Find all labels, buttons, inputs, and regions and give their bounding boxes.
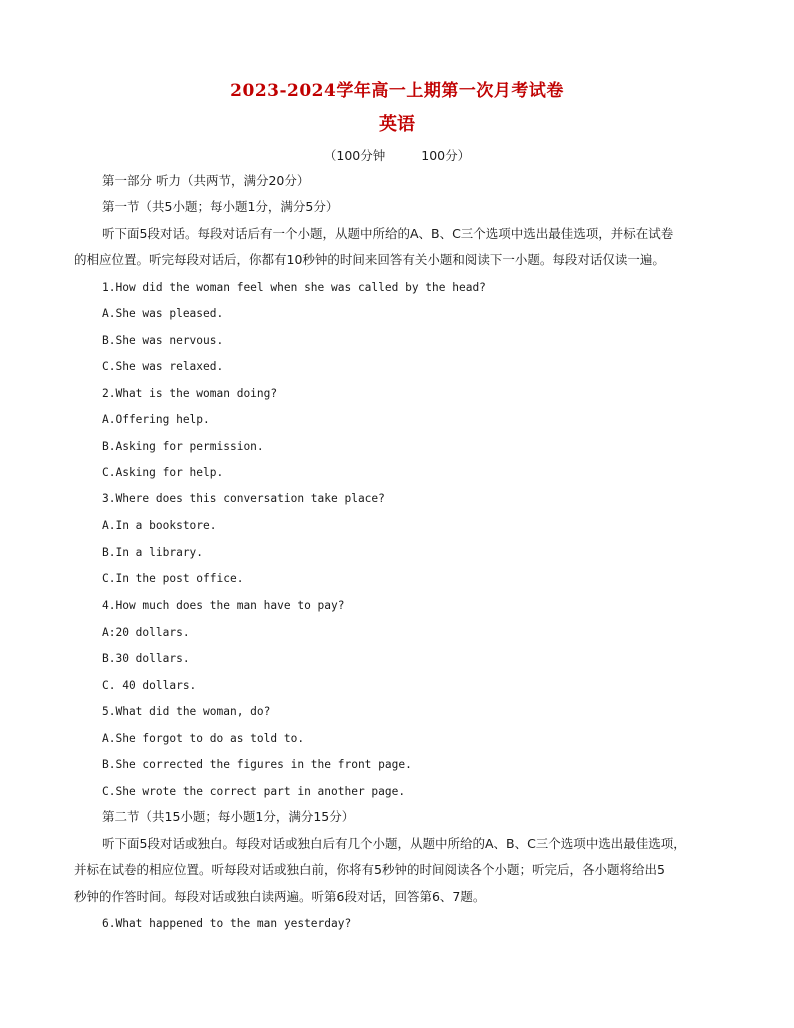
question-3: 3.Where does this conversation take place? <box>102 492 385 505</box>
section2-heading: 第二节（共15小题；每小题1分，满分15分） <box>102 809 355 824</box>
q4-option-a: A:20 dollars. <box>102 626 190 639</box>
question-4: 4.How much does the man have to pay? <box>102 599 345 612</box>
q5-option-c: C.She wrote the correct part in another page. <box>102 785 406 798</box>
question-1: 1.How did the woman feel when she was called by the head? <box>102 281 486 294</box>
q4-option-b: B.30 dollars. <box>102 652 190 665</box>
q2-option-c: C.Asking for help. <box>102 466 224 479</box>
q1-option-a: A.She was pleased. <box>102 307 224 320</box>
question-5: 5.What did the woman, do? <box>102 705 271 718</box>
section1-heading: 第一节（共5小题；每小题1分，满分5分） <box>102 199 339 214</box>
section1-instructions-2: 的相应位置。听完每段对话后，你都有10秒钟的时间来回答有关小题和阅读下一小题。每段对话仅读一遍。 <box>74 252 665 267</box>
section2-instructions-3: 秒钟的作答时间。每段对话或独白读两遍。听第6段对话，回答第6、7题。 <box>74 889 486 904</box>
exam-subject: 英语 <box>379 114 415 135</box>
q3-option-a: A.In a bookstore. <box>102 519 217 532</box>
exam-title: 2023-2024学年高一上期第一次月考试卷 <box>230 81 564 101</box>
q3-option-c: C.In the post office. <box>102 572 244 585</box>
q3-option-b: B.In a library. <box>102 546 204 559</box>
part1-heading: 第一部分 听力（共两节，满分20分） <box>102 173 310 188</box>
q5-option-a: A.She forgot to do as told to. <box>102 732 305 745</box>
exam-duration: （100分钟 <box>323 148 386 163</box>
q2-option-a: A.Offering help. <box>102 413 210 426</box>
q1-option-c: C.She was relaxed. <box>102 360 224 373</box>
question-6: 6.What happened to the man yesterday? <box>102 917 352 930</box>
q5-option-b: B.She corrected the figures in the front page. <box>102 758 412 771</box>
exam-total-score: 100分） <box>421 148 471 163</box>
q4-option-c: C. 40 dollars. <box>102 679 197 692</box>
exam-time-score <box>0 146 794 164</box>
q2-option-b: B.Asking for permission. <box>102 440 264 453</box>
section2-instructions-2: 并标在试卷的相应位置。听每段对话或独白前，你将有5秒钟的时间阅读各个小题；听完后，各小题将给出5 <box>74 862 665 877</box>
section2-instructions-1: 听下面5段对话或独白。每段对话或独白后有几个小题，从题中所给的A、B、C三个选项中选出最佳选项， <box>102 836 686 851</box>
section1-instructions-1: 听下面5段对话。每段对话后有一个小题，从题中所给的A、B、C三个选项中选出最佳选项，并标在试卷 <box>102 226 674 241</box>
question-2: 2.What is the woman doing? <box>102 387 278 400</box>
q1-option-b: B.She was nervous. <box>102 334 224 347</box>
